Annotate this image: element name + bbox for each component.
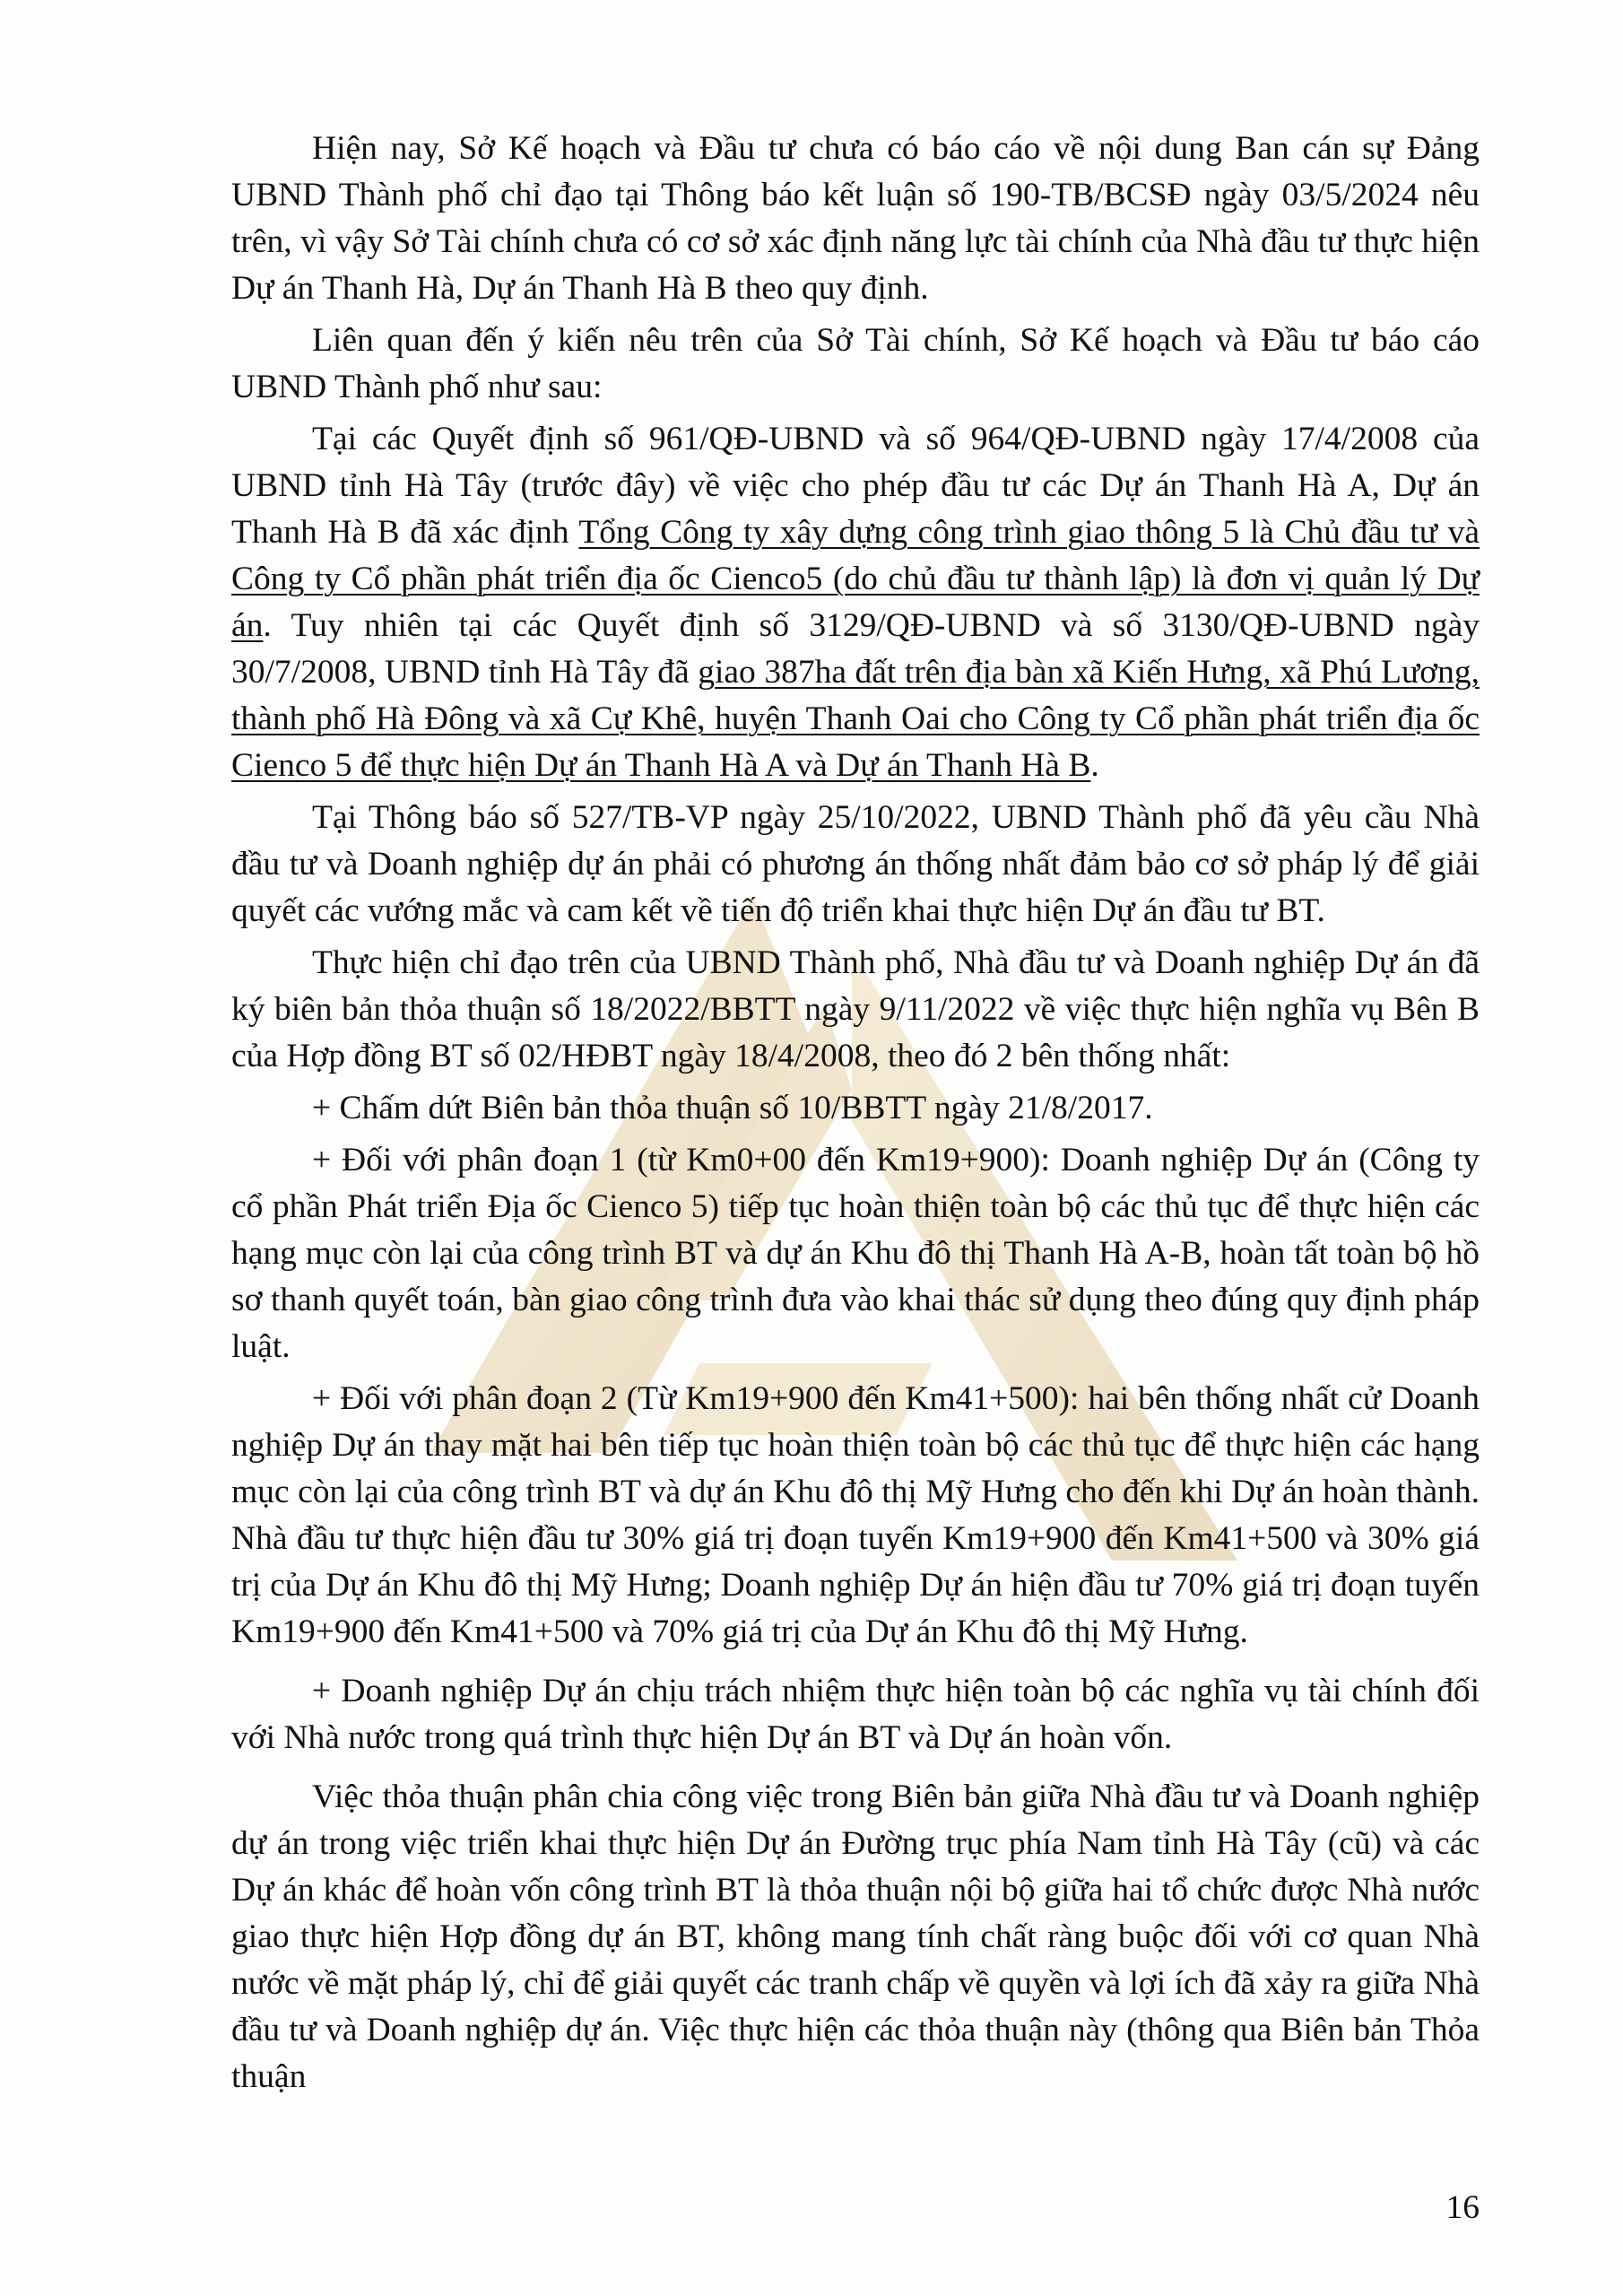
bullet-4: + Doanh nghiệp Dự án chịu trách nhiệm thực hiện toàn bộ các nghĩa vụ tài chính đối với Nhà nước trong quá trình thực hiện Dự án BT và Dự án hoàn vốn. [231, 1673, 1480, 1756]
paragraph-10: Việc thỏa thuận phân chia công việc trong Biên bản giữa Nhà đầu tư và Doanh nghiệp dự án trong việc triển khai thực hiện Dự án Đường trục phía Nam tỉnh Hà Tây (cũ) và các Dự án khác để hoàn vốn công trình BT là thỏa thuận nội bộ giữa hai tổ chức được Nhà nước giao thực hiện Hợp đồng dự án BT, không mang tính chất ràng buộc đối với cơ quan Nhà nước về mặt pháp lý, chỉ để giải quyết các tranh chấp về quyền và lợi ích đã xảy ra giữa Nhà đầu tư và Doanh nghiệp dự án. Việc thực hiện các thỏa thuận này (thông qua Biên bản Thỏa thuận [231, 1779, 1480, 2095]
bullet-1: + Chấm dứt Biên bản thỏa thuận số 10/BBTT ngày 21/8/2017. [312, 1090, 1153, 1126]
paragraph-4: Tại Thông báo số 527/TB-VP ngày 25/10/2022, UBND Thành phố đã yêu cầu Nhà đầu tư và Doanh nghiệp dự án phải có phương án thống nhất đảm bảo cơ sở pháp lý để giải quyết các vướng mắc và cam kết về tiến độ triển khai thực hiện Dự án đầu tư BT. [231, 799, 1480, 929]
paragraph-3 [231, 416, 1480, 789]
document-body [231, 126, 1480, 2100]
paragraph-2: Liên quan đến ý kiến nêu trên của Sở Tài chính, Sở Kế hoạch và Đầu tư báo cáo UBND Thành phố như sau: [231, 322, 1480, 405]
page-number: 16 [1445, 2189, 1480, 2226]
paragraph-5: Thực hiện chỉ đạo trên của UBND Thành phố, Nhà đầu tư và Doanh nghiệp Dự án đã ký biên bản thỏa thuận số 18/2022/BBTT ngày 9/11/2022 về việc thực hiện nghĩa vụ Bên B của Hợp đồng BT số 02/HĐBT ngày 18/4/2008, theo đó 2 bên thống nhất: [231, 944, 1480, 1074]
paragraph-3-text-a: Tại các Quyết định số 961/QĐ-UBND và số 964/QĐ-UBND ngày 17/4/2008 của UBND tỉnh Hà Tây (trước đây) về việc cho phép đầu tư các Dự án Thanh Hà A, Dự án Thanh Hà B đã xác định [231, 421, 1480, 551]
underlined-text-land-allocation: giao 387ha đất trên địa bàn xã Kiến Hưng, xã Phú Lương, thành phố Hà Đông và xã Cự Khê, huyện Thanh Oai cho Công ty Cổ phần phát triển địa ốc Cienco 5 để thực hiện Dự án Thanh Hà A và Dự án Thanh Hà B [231, 654, 1480, 784]
bullet-2: + Đối với phân đoạn 1 (từ Km0+00 đến Km19+900): Doanh nghiệp Dự án (Công ty cổ phần Phát triển Địa ốc Cienco 5) tiếp tục hoàn thiện toàn bộ các thủ tục để thực hiện các hạng mục còn lại của công trình BT và dự án Khu đô thị Thanh Hà A-B, hoàn tất toàn bộ hồ sơ thanh quyết toán, bàn giao công trình đưa vào khai thác sử dụng theo đúng quy định pháp luật. [231, 1142, 1480, 1365]
paragraph-3-text-c: . [1090, 747, 1099, 784]
paragraph-1: Hiện nay, Sở Kế hoạch và Đầu tư chưa có báo cáo về nội dung Ban cán sự Đảng UBND Thành phố chỉ đạo tại Thông báo kết luận số 190-TB/BCSĐ ngày 03/5/2024 nêu trên, vì vậy Sở Tài chính chưa có cơ sở xác định năng lực tài chính của Nhà đầu tư thực hiện Dự án Thanh Hà, Dự án Thanh Hà B theo quy định. [231, 130, 1480, 307]
underlined-text-investor: Tổng Công ty xây dựng công trình giao thông 5 là Chủ đầu tư và Công ty Cổ phần phát triển địa ốc Cienco5 (do chủ đầu tư thành lập) là đơn vị quản lý Dự án [231, 514, 1480, 644]
bullet-3: + Đối với phân đoạn 2 (Từ Km19+900 đến Km41+500): hai bên thống nhất cử Doanh nghiệp Dự án thay mặt hai bên tiếp tục hoàn thiện toàn bộ các thủ tục để thực hiện các hạng mục còn lại của công trình BT và dự án Khu đô thị Mỹ Hưng cho đến khi Dự án hoàn thành. Nhà đầu tư thực hiện đầu tư 30% giá trị đoạn tuyến Km19+900 đến Km41+500 và 30% giá trị của Dự án Khu đô thị Mỹ Hưng; Doanh nghiệp Dự án hiện đầu tư 70% giá trị đoạn tuyến Km19+900 đến Km41+500 và 70% giá trị của Dự án Khu đô thị Mỹ Hưng. [231, 1380, 1480, 1650]
paragraph-3-text-b: . Tuy nhiên tại các Quyết định số 3129/QĐ-UBND và số 3130/QĐ-UBND ngày 30/7/2008, UBND tỉnh Hà Tây đã [231, 607, 1480, 691]
